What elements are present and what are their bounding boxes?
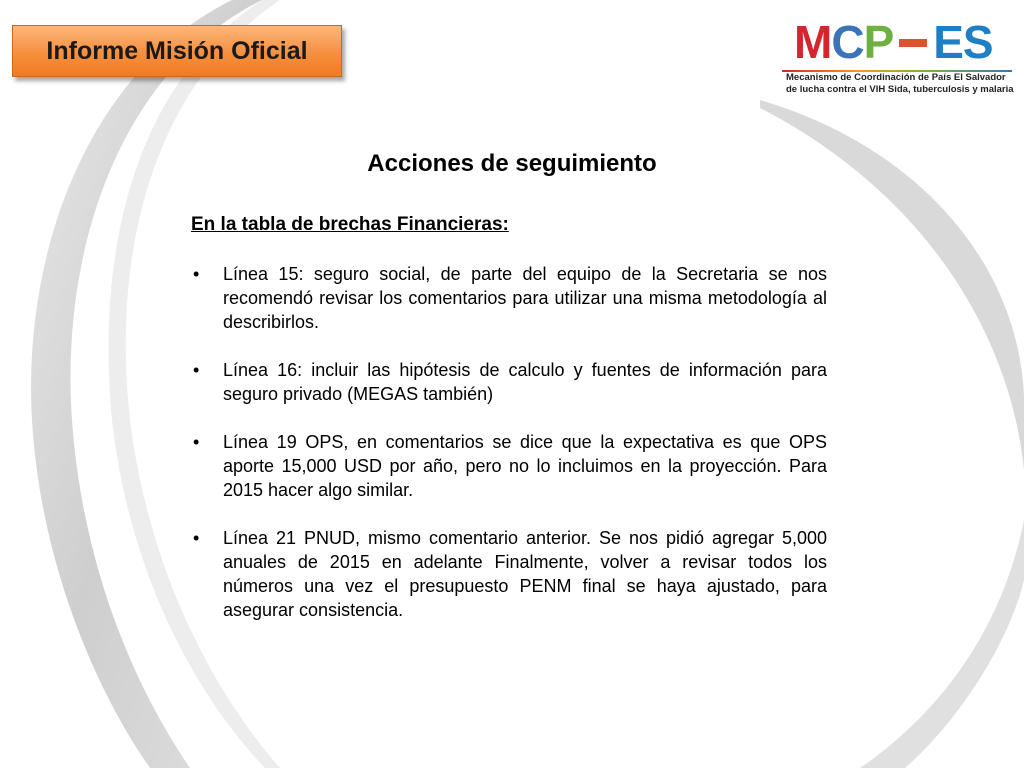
logo-wordmark: MCP ES bbox=[794, 16, 993, 68]
logo-subtitle: Mecanismo de Coordinación de País El Salvador de lucha contra el VIH Sida, tuberculosis y malaria bbox=[786, 72, 1014, 95]
bullet-list bbox=[191, 262, 827, 646]
logo-dash bbox=[899, 39, 927, 47]
bullet-item: • Línea 16: incluir las hipótesis de calculo y fuentes de información para seguro privado (MEGAS también) bbox=[193, 360, 827, 404]
slide-title: Informe Misión Oficial bbox=[46, 36, 308, 65]
bullet-item: • Línea 15: seguro social, de parte del equipo de la Secretaria se nos recomendó revisar los comentarios para utilizar una misma metodología al describirlos. bbox=[193, 264, 827, 332]
section-heading: Acciones de seguimiento bbox=[367, 150, 657, 177]
bullet-item: • Línea 19 OPS, en comentarios se dice que la expectativa es que OPS aporte 15,000 USD por año, pero no lo incluimos en la proyección. Para 2015 hacer algo similar. bbox=[193, 432, 827, 500]
bullet-item: • Línea 21 PNUD, mismo comentario anterior. Se nos pidió agregar 5,000 anuales de 2015 en adelante Finalmente, volver a revisar todos los números una vez el presupuesto PENM final se haya ajustado, para asegurar consistencia. bbox=[193, 528, 827, 620]
bullet-icon: • bbox=[193, 528, 200, 548]
bullet-icon: • bbox=[193, 432, 200, 452]
bullet-icon: • bbox=[193, 264, 200, 284]
section-subheading: En la tabla de brechas Financieras: bbox=[191, 214, 509, 235]
mcp-es-logo bbox=[782, 14, 1012, 94]
bullet-icon: • bbox=[193, 360, 200, 380]
slide-title-banner bbox=[12, 25, 342, 77]
